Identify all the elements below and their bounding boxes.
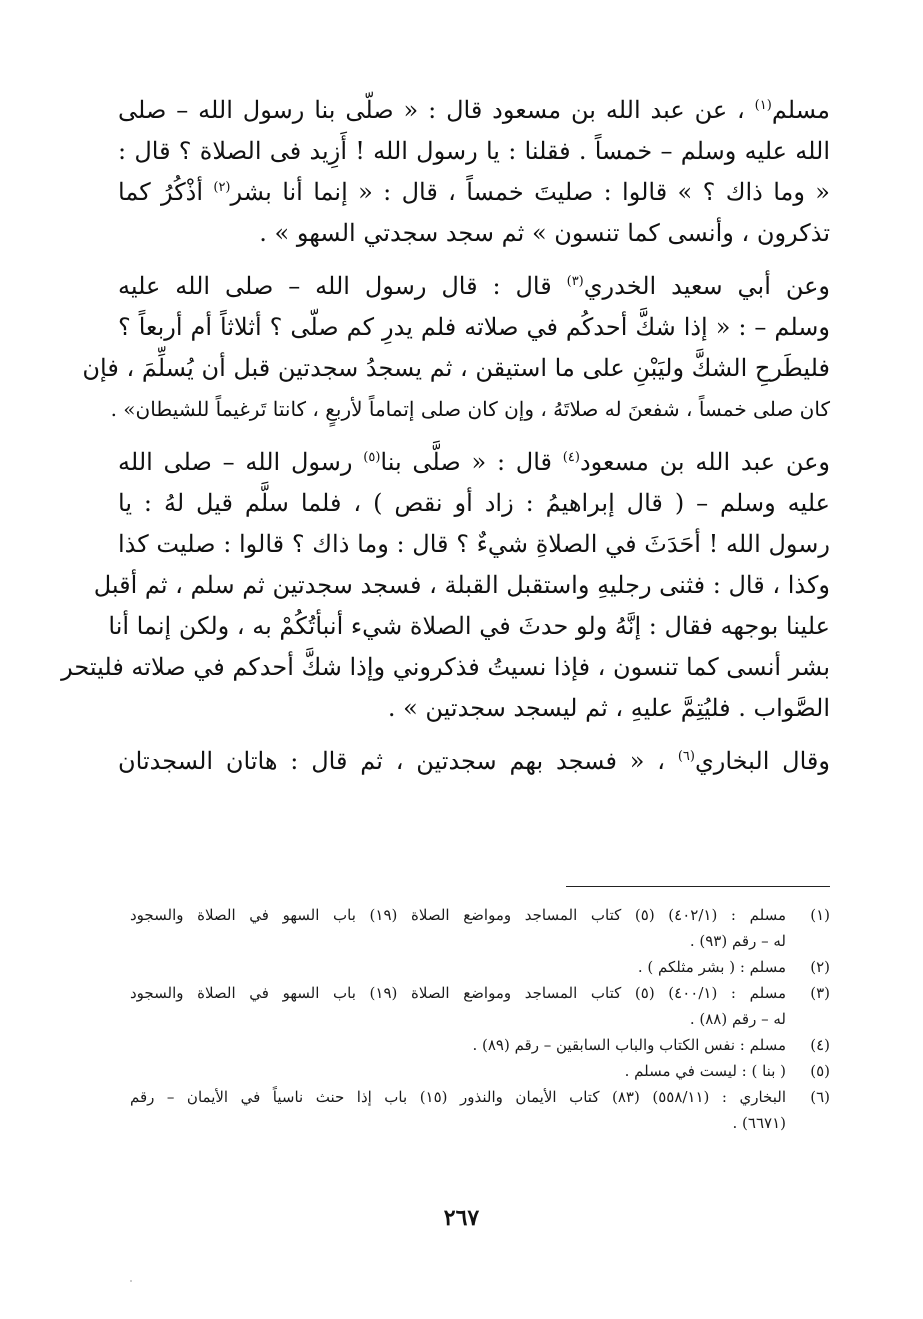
footnote-text: مسلم : (٤٠٢/١) (٥) كتاب المساجد ومواضع الصلاة (١٩) باب السهو في الصلاة والسجود له – رقم (٩٣) . — [130, 906, 786, 950]
text-line: الله عليه وسلم – خمساً . فقلنا : يا رسول الله ! أَزِيد فى الصلاة ؟ قال : — [118, 137, 830, 165]
footnote-1 — [130, 902, 830, 954]
footnote-text: مسلم : نفس الكتاب والباب السابقين – رقم (٨٩) . — [472, 1036, 786, 1054]
paragraph-4 — [118, 741, 830, 782]
text-line: كان صلى خمساً ، شفعنَ له صلاتَهُ ، وإن كان صلى إتماماً لأربعٍ ، كانتا تَرغيماً للشيطان» . — [110, 397, 830, 421]
text-line: « وما ذاك ؟ » قالوا : صليتَ خمساً ، قال : « إنما أنا بشر$^{(٢)}$ أذْكُرُ كما — [118, 178, 830, 206]
footnote-text: ( بنا ) : ليست في مسلم . — [624, 1062, 786, 1080]
footnote-6 — [130, 1084, 830, 1136]
footnote-number: (٢) — [810, 958, 830, 976]
text-line: وعن أبي سعيد الخدري$^{(٣)}$ قال : قال رسول الله – صلى الله عليه — [118, 272, 831, 300]
page-number: ٢٦٧ — [443, 1205, 480, 1231]
footnote-ref[interactable]: (١) — [754, 98, 772, 113]
text-line: عليه وسلم – ( قال إبراهيمُ : زاد أو نقص ) ، فلما سلَّم قيل لهُ : يا — [118, 489, 830, 517]
text-line: تذكرون ، وأنسى كما تنسون » ثم سجد سجدتي السهو » . — [259, 219, 830, 247]
footnote-3 — [130, 980, 830, 1032]
footnote-4 — [130, 1032, 830, 1058]
text-line: وسلم – : « إذا شكَّ أحدكُم في صلاته فلم يدرِ كم صلّى ؟ أثلاثاً أم أربعاً ؟ — [118, 313, 830, 341]
text-line: فليطَرحِ الشكَّ وليَبْنِ على ما استيقن ، ثم يسجدُ سجدتين قبل أن يُسلِّمَ ، فإن — [82, 354, 830, 382]
text-line: بشر أنسى كما تنسون ، فإذا نسيتُ فذكروني وإذا شكَّ أحدكم في صلاته فليتحر — [61, 653, 830, 681]
footnote-number: (٣) — [810, 984, 830, 1002]
footnote-ref[interactable]: (٤) — [562, 450, 580, 465]
footnotes — [130, 902, 830, 1136]
footnote-text: مسلم : (٤٠٠/١) (٥) كتاب المساجد ومواضع الصلاة (١٩) باب السهو في الصلاة والسجود له – رقم (٨٨) . — [130, 984, 786, 1028]
footnote-number: (١) — [810, 906, 830, 924]
footnote-number: (٦) — [810, 1088, 830, 1106]
footnote-ref[interactable]: (٢) — [213, 180, 231, 195]
footnote-text: البخاري : (٥٥٨/١١) (٨٣) كتاب الأيمان والنذور (١٥) باب إذا حنث ناسياً في الأيمان – رقم (٦٦٧١) . — [130, 1088, 786, 1132]
paragraph-1 — [118, 90, 830, 254]
text-line: مسلم$^{(١)}$ ، عن عبد الله بن مسعود قال : « صلّى بنا رسول الله – صلى — [118, 96, 830, 124]
footnote-ref[interactable]: (٥) — [363, 450, 381, 465]
paragraph-2 — [82, 266, 831, 430]
paragraph-3 — [61, 442, 831, 729]
text-line: رسول الله ! أحَدَثَ في الصلاةِ شيءٌ ؟ قال : وما ذاك ؟ قالوا : صليت كذا — [118, 530, 830, 558]
scan-speck — [130, 1280, 132, 1282]
text-line: وقال البخاري$^{(٦)}$ ، « فسجد بهم سجدتين ، ثم قال : هاتان السجدتان — [118, 747, 830, 775]
text-line: وعن عبد الله بن مسعود$^{(٤)}$ قال : « صلَّى بنا$^{(٥)}$ رسول الله – صلى الله — [118, 448, 831, 476]
footnote-number: (٤) — [810, 1036, 830, 1054]
footnote-number: (٥) — [810, 1062, 830, 1080]
footnote-ref[interactable]: (٦) — [677, 749, 695, 764]
main-text — [61, 90, 831, 794]
footnote-ref[interactable]: (٣) — [566, 274, 584, 289]
text-line: علينا بوجهه فقال : إنَّهُ ولو حدثَ في الصلاة شيء أنبأتُكُمْ به ، ولكن إنما أنا — [108, 612, 830, 640]
footnote-2 — [130, 954, 830, 980]
footnote-separator — [566, 886, 830, 887]
text-line: الصَّواب . فليُتِمَّ عليهِ ، ثم ليسجد سجدتين » . — [387, 694, 830, 722]
footnote-5 — [130, 1058, 830, 1084]
text-line: وكذا ، قال : فثنى رجليهِ واستقبل القبلة ، فسجد سجدتين ثم سلم ، ثم أقبل — [93, 571, 830, 599]
footnote-text: مسلم : ( بشر مثلكم ) . — [637, 958, 786, 976]
